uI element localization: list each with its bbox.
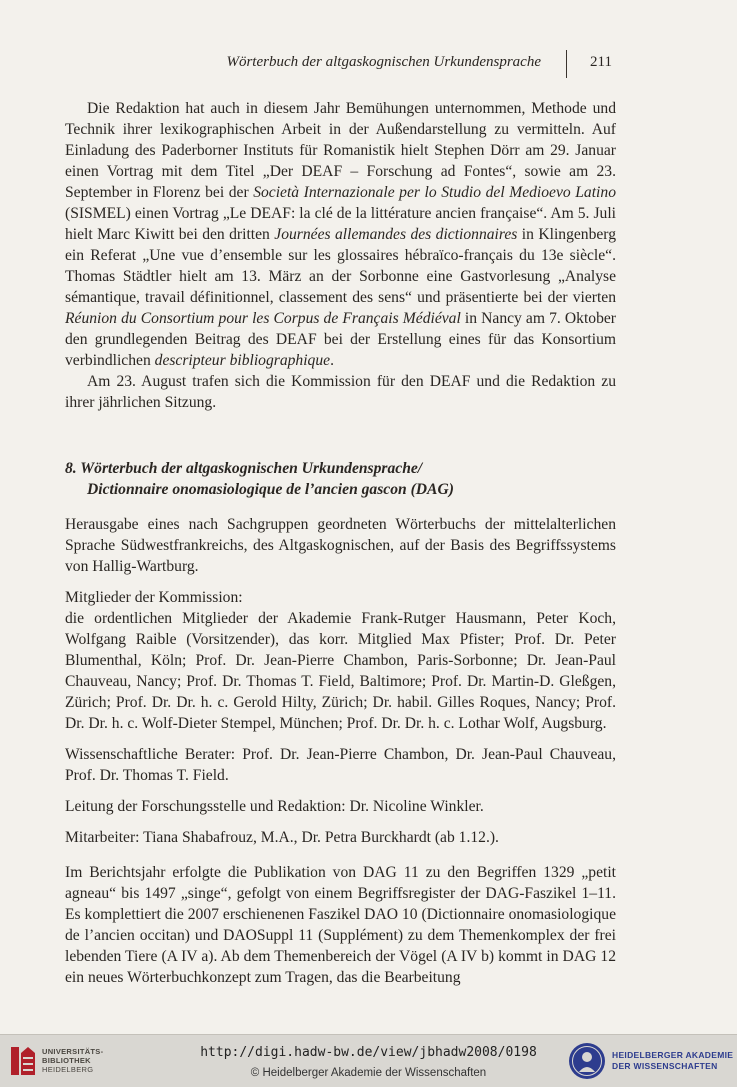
section-heading-line2: Dictionnaire onomasiologique de l’ancien gascon (DAG) xyxy=(87,481,454,498)
paragraph-meeting: Am 23. August trafen sich die Kommission für den DEAF und die Redaktion zu ihrer jährlichen Sitzung. xyxy=(65,373,616,411)
academy-name: HEIDELBERGER AKADEMIE DER WISSENSCHAFTEN xyxy=(612,1050,734,1071)
italic-sismel: Società Internazionale per lo Studio del Medioevo Latino xyxy=(253,184,616,201)
paragraph-publication: Im Berichtsjahr erfolgte die Publikation von DAG 11 zu den Begriffen 1329 „petit agneau“ bis 1497 „singe“, gefolgt von einem Begriffsregister der DAG-Faszikel 1–11. Es komplettiert die 2007 erschienenen Faszikel DAO 10 (Dictionnaire onomasiologique de l’ancien occitan) und DAOSuppl 11 (Supplément) zu dem Themenkomplex der frei lebenden Tiere (A IV a). Ab dem Themenbereich der Vögel (A IV b) kommt in DAG 12 ein neues Wörterbuchkonzept zum Tragen, das die Bearbeitung xyxy=(65,864,616,986)
viewer-footer xyxy=(0,1034,737,1087)
header-divider xyxy=(566,50,567,78)
italic-journees: Journées allemandes des dictionnaires xyxy=(274,226,518,243)
members-list: die ordentlichen Mitglieder der Akademie Frank-Rutger Hausmann, Peter Koch, Wolfgang Raible (Vorsitzender), das korr. Mitglied Max Pfister; Prof. Dr. Peter Blumenthal, Köln; Prof. Dr. Jean-Pierre Chambon, Paris-Sorbonne; Dr. Jean-Paul Chauveau, Nancy; Prof. Dr. Thomas T. Field, Baltimore; Prof. Dr. Martin-D. Gleßgen, Zürich; Prof. Dr. Dr. h. c. Gerold Hilty, Zürich; Dr. habil. Gilles Roques, Nancy; Prof. Dr. Dr. h. c. Wolf-Dieter Stempel, München; Prof. Dr. Dr. h. c. Lothar Wolf, Augsburg. xyxy=(65,610,616,732)
italic-reunion: Réunion du Consortium pour les Corpus de Français Médiéval xyxy=(65,310,461,327)
staff: Mitarbeiter: Tiana Shabafrouz, M.A., Dr. Petra Burckhardt (ab 1.12.). xyxy=(65,829,499,846)
running-header xyxy=(0,50,737,80)
section-heading xyxy=(65,458,616,500)
paragraph-lectures: Die Redaktion hat auch in diesem Jahr Bemühungen unternommen, Methode und Technik ihrer lexikographischen Arbeit in der Außendarstellung zu vermitteln. Auf Einladung des Paderborner Instituts für Romanistik hielt Stephen Dörr am 29. Januar einen Vortrag mit dem Titel „Der DEAF – Forschung ad Fontes“, sowie am 23. September in Florenz bei der Società Internazionale per lo Studio del Medioevo Latino (SISMEL) einen Vortrag „Le DEAF: la clé de la littérature ancien française“. Am 5. Juli hielt Marc Kiwitt bei den dritten Journées allemandes des dictionnaires in Klingenberg ein Referat „Une vue d’ensemble sur les glossaires hébraïco-français du 13e siècle“. Thomas Städtler hielt am 13. März an der Sorbonne eine Gastvorlesung „Analyse sémantique, travail définitionnel, classement des sens“ und präsentierte bei der vierten Réunion du Consortium pour les Corpus de Français Médiéval in Nancy am 7. Oktober den grundlegenden Beitrag des DEAF bei der Erstellung eines für das Konsortium verbindlichen descripteur bibliographique. xyxy=(65,100,617,369)
academy-seal-icon xyxy=(568,1042,606,1080)
page-number: 211 xyxy=(590,54,612,70)
section-heading-line1: 8. Wörterbuch der altgaskognischen Urkundensprache/ xyxy=(65,460,423,477)
university-library-name: UNIVERSITÄTS- BIBLIOTHEK HEIDELBERG xyxy=(42,1047,104,1074)
page-body xyxy=(65,98,616,988)
advisors: Wissenschaftliche Berater: Prof. Dr. Jean-Pierre Chambon, Dr. Jean-Paul Chauveau, Prof. Dr. Thomas T. Field. xyxy=(65,746,616,784)
leadership: Leitung der Forschungsstelle und Redaktion: Dr. Nicoline Winkler. xyxy=(65,798,484,815)
permalink[interactable]: http://digi.hadw-bw.de/view/jbhadw2008/0198 xyxy=(200,1045,537,1060)
running-title: Wörterbuch der altgaskognischen Urkundensprache xyxy=(226,54,541,70)
paragraph-project-description: Herausgabe eines nach Sachgruppen geordneten Wörterbuchs der mittelalterlichen Sprache Südwestfrankreichs, des Altgaskognischen, auf der Basis des Begriffssystems von Hallig-Wartburg. xyxy=(65,516,616,575)
italic-descripteur: descripteur bibliographique xyxy=(154,352,331,369)
copyright-notice: © Heidelberger Akademie der Wissenschaften xyxy=(250,1067,487,1079)
members-heading: Mitglieder der Kommission: xyxy=(65,589,243,606)
